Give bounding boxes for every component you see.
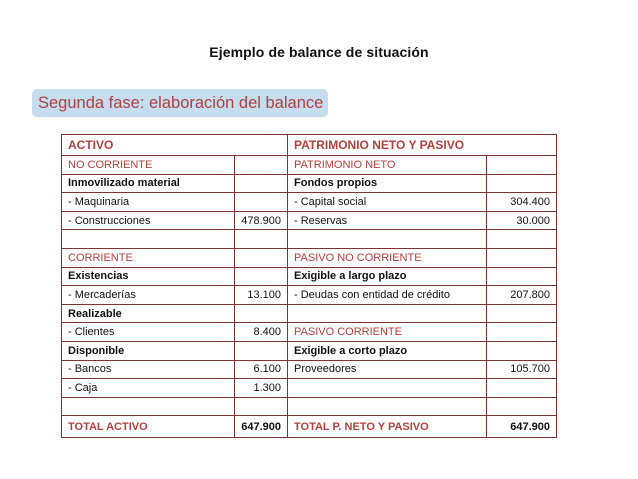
table-row [62,156,557,175]
right-label: - Deudas con entidad de crédito [288,286,487,305]
right-value [487,230,557,249]
right-label: - Capital social [288,193,487,212]
right-value [487,267,557,286]
left-label: - Construcciones [62,211,235,230]
table-row [62,174,557,193]
left-label: - Bancos [62,360,235,379]
right-label: PASIVO CORRIENTE [288,323,487,342]
table-row [62,248,557,267]
left-label: Existencias [62,267,235,286]
left-label: NO CORRIENTE [62,156,235,175]
left-value [235,156,288,175]
right-value [487,379,557,398]
table-row [62,397,557,416]
left-label: - Maquinaria [62,193,235,212]
table-row [62,230,557,249]
table-row [62,304,557,323]
table-row [62,379,557,398]
table-row [62,341,557,360]
phase-banner: Segunda fase: elaboración del balance [32,89,328,117]
left-value [235,193,288,212]
total-row [62,416,557,438]
balance-sheet-table [61,134,557,438]
table-row [62,211,557,230]
left-value [235,174,288,193]
right-label: Fondos propios [288,174,487,193]
right-label: PATRIMONIO NETO [288,156,487,175]
right-label [288,379,487,398]
right-label: - Reservas [288,211,487,230]
total-pasivo-value: 647.900 [487,416,557,438]
left-value [235,230,288,249]
right-value [487,341,557,360]
left-label: - Clientes [62,323,235,342]
right-label [288,304,487,323]
right-label: PASIVO NO CORRIENTE [288,248,487,267]
left-label: - Mercaderías [62,286,235,305]
table-row [62,323,557,342]
left-value: 13.100 [235,286,288,305]
right-label [288,230,487,249]
left-value: 478.900 [235,211,288,230]
total-pasivo-label: TOTAL P. NETO Y PASIVO [288,416,487,438]
left-value: 1.300 [235,379,288,398]
left-value [235,341,288,360]
right-label: Proveedores [288,360,487,379]
right-value: 207.800 [487,286,557,305]
table-header-row [62,135,557,156]
right-label [288,397,487,416]
right-value [487,323,557,342]
left-label: - Caja [62,379,235,398]
left-label [62,230,235,249]
header-patrimonio-pasivo: PATRIMONIO NETO Y PASIVO [288,135,557,156]
right-label: Exigible a corto plazo [288,341,487,360]
left-value [235,248,288,267]
left-value [235,267,288,286]
page-title: Ejemplo de balance de situación [209,44,429,60]
table-row [62,360,557,379]
left-value [235,304,288,323]
total-activo-label: TOTAL ACTIVO [62,416,235,438]
left-label [62,397,235,416]
right-value: 105.700 [487,360,557,379]
table-row [62,193,557,212]
table-row [62,267,557,286]
right-value [487,174,557,193]
right-value [487,248,557,267]
total-activo-value: 647.900 [235,416,288,438]
left-value [235,397,288,416]
right-value [487,156,557,175]
left-label: Realizable [62,304,235,323]
right-value: 30.000 [487,211,557,230]
left-label: Inmovilizado material [62,174,235,193]
right-value: 304.400 [487,193,557,212]
right-value [487,304,557,323]
left-label: CORRIENTE [62,248,235,267]
table-row [62,286,557,305]
left-value: 6.100 [235,360,288,379]
right-label: Exigible a largo plazo [288,267,487,286]
left-label: Disponible [62,341,235,360]
header-activo: ACTIVO [62,135,288,156]
right-value [487,397,557,416]
left-value: 8.400 [235,323,288,342]
